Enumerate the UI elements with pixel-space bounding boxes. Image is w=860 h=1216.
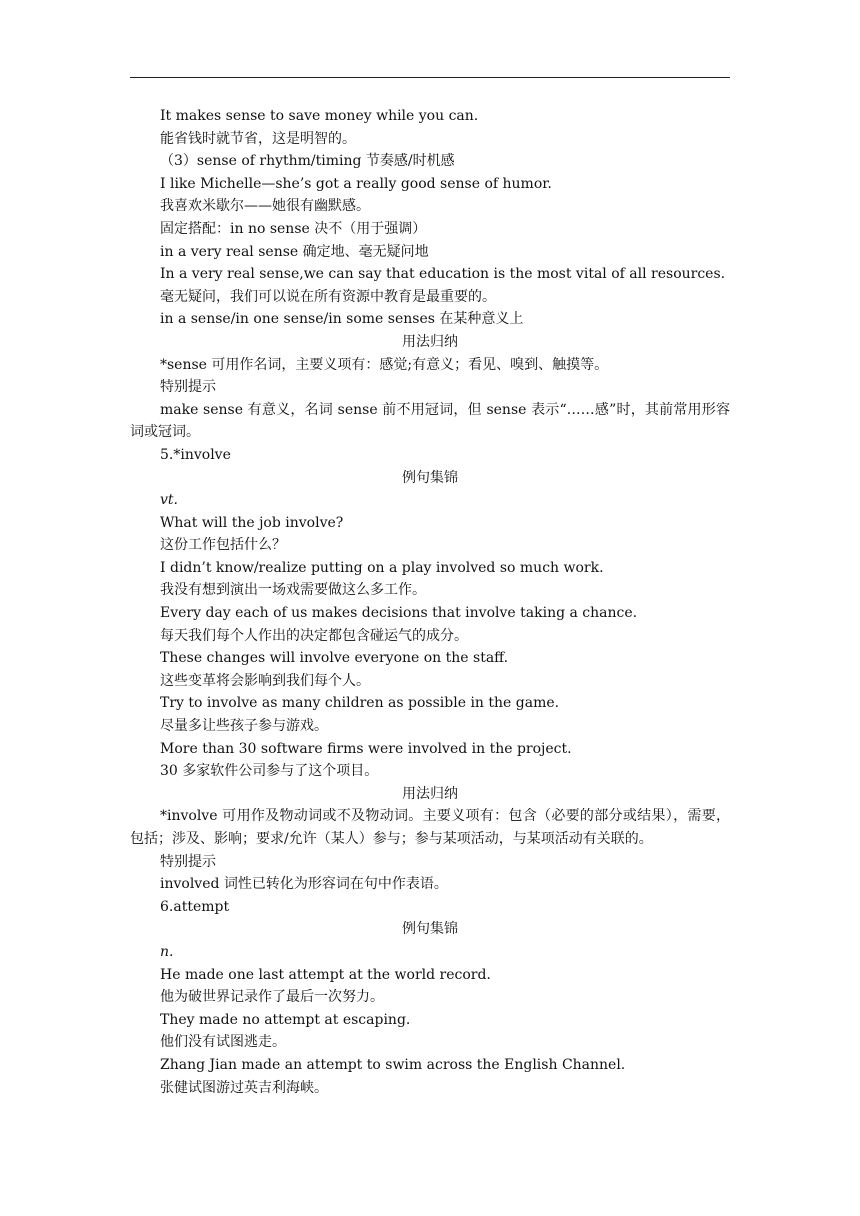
text-line: They made no attempt at escaping.	[160, 1011, 411, 1028]
part-of-speech-label: vt.	[160, 492, 178, 509]
text-line: in a very real sense 确定地、毫无疑问地	[160, 243, 429, 260]
text-line: I didn’t know/realize putting on a play involved so much work.	[160, 559, 604, 576]
text-line: involved 词性已转化为形容词在句中作表语。	[160, 876, 448, 893]
paragraph: make sense 有意义，名词 sense 前不用冠词，但 sense 表示“……感”时，其前常用形容词或冠词。	[130, 401, 730, 441]
text-line: 他们没有试图逃走。	[160, 1034, 286, 1051]
text-line: 我没有想到演出一场戏需要做这么多工作。	[160, 582, 426, 599]
text-line: 能省钱时就节省，这是明智的。	[160, 130, 356, 147]
text-line: *sense 可用作名词，主要义项有：感觉;有意义；看见、嗅到、触摸等。	[160, 356, 609, 373]
section-heading: 用法归纳	[402, 333, 458, 350]
document-body	[130, 105, 730, 1099]
text-line: 特别提示	[160, 853, 216, 870]
text-line: （3）sense of rhythm/timing 节奏感/时机感	[160, 153, 455, 170]
text-line: 特别提示	[160, 379, 216, 396]
text-line: Every day each of us makes decisions that involve taking a chance.	[160, 605, 638, 622]
text-line: I like Michelle—she’s got a really good sense of humor.	[160, 175, 552, 192]
text-line: 张健试图游过英吉利海峡。	[160, 1079, 328, 1096]
text-line: 这些变革将会影响到我们每个人。	[160, 672, 370, 689]
section-heading: 例句集锦	[402, 469, 458, 486]
text-line: 5.*involve	[160, 446, 231, 463]
text-line: It makes sense to save money while you can.	[160, 108, 479, 124]
text-line: 6.attempt	[160, 898, 230, 915]
part-of-speech-label: n.	[160, 943, 174, 960]
text-line: Zhang Jian made an attempt to swim across the English Channel.	[160, 1056, 626, 1073]
text-line: These changes will involve everyone on the staff.	[160, 650, 509, 667]
text-line: 我喜欢米歇尔——她很有幽默感。	[160, 198, 370, 215]
text-line: What will the job involve?	[160, 514, 344, 531]
text-line: 固定搭配：in no sense 决不（用于强调）	[160, 220, 427, 237]
text-line: 这份工作包括什么？	[160, 537, 286, 554]
text-line: 尽量多让些孩子参与游戏。	[160, 718, 328, 735]
section-heading: 例句集锦	[402, 921, 458, 938]
section-heading: 用法归纳	[402, 785, 458, 802]
text-line: Try to involve as many children as possible in the game.	[160, 695, 560, 712]
text-line: He made one last attempt at the world record.	[160, 966, 491, 983]
text-line: 每天我们每个人作出的决定都包含碰运气的成分。	[160, 627, 468, 644]
header-rule	[130, 77, 730, 78]
text-line: in a sense/in one sense/in some senses 在某种意义上	[160, 311, 524, 328]
text-line: More than 30 software firms were involved in the project.	[160, 740, 572, 757]
text-line: In a very real sense,we can say that education is the most vital of all resources.	[160, 266, 726, 283]
text-line: 30 多家软件公司参与了这个项目。	[160, 763, 379, 780]
paragraph: *involve 可用作及物动词或不及物动词。主要义项有：包含（必要的部分或结果），需要，包括；涉及、影响；要求/允许（某人）参与；参与某项活动，与某项活动有关联的。	[130, 808, 730, 847]
text-line: 他为破世界记录作了最后一次努力。	[160, 989, 384, 1006]
text-line: 毫无疑问，我们可以说在所有资源中教育是最重要的。	[160, 288, 496, 305]
